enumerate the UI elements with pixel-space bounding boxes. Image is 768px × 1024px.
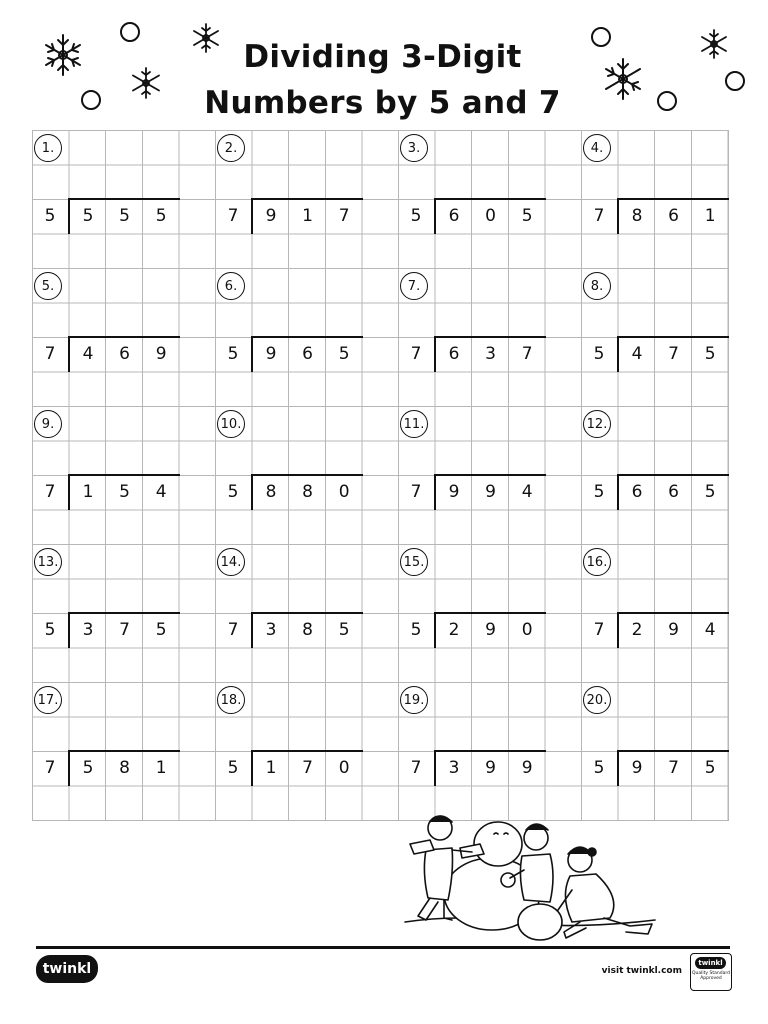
divisor: 7 bbox=[410, 344, 422, 364]
dividend-digit: 7 bbox=[119, 620, 130, 640]
problem-number: 12. bbox=[583, 410, 611, 438]
divisor: 5 bbox=[227, 344, 239, 364]
dividend-digit: 5 bbox=[704, 758, 716, 778]
site-link[interactable]: visit twinkl.com bbox=[601, 966, 682, 976]
snowflake-icon bbox=[696, 26, 732, 62]
division-problem bbox=[32, 544, 215, 682]
dividend-digit: 5 bbox=[155, 206, 167, 226]
dividend-digit: 5 bbox=[82, 206, 94, 226]
dividend-digit: 5 bbox=[82, 758, 94, 778]
problem-number: 9. bbox=[34, 410, 62, 438]
divisor: 7 bbox=[410, 482, 422, 502]
division-problem bbox=[215, 268, 398, 406]
division-problem bbox=[581, 682, 764, 820]
problem-number: 14. bbox=[217, 548, 245, 576]
divisor: 5 bbox=[410, 620, 422, 640]
dividend-digit: 4 bbox=[631, 344, 643, 364]
footer-rule bbox=[36, 946, 730, 949]
problem-number: 11. bbox=[400, 410, 428, 438]
divisor: 5 bbox=[593, 758, 605, 778]
problem-number: 13. bbox=[34, 548, 62, 576]
dividend-digit: 4 bbox=[521, 482, 533, 502]
divisor: 5 bbox=[227, 482, 239, 502]
problem-grid bbox=[32, 130, 729, 821]
problem-number: 8. bbox=[583, 272, 611, 300]
badge-logo: twinkl bbox=[695, 957, 726, 969]
dividend-digit: 1 bbox=[302, 206, 313, 226]
problem-number: 10. bbox=[217, 410, 245, 438]
problem-number: 18. bbox=[217, 686, 245, 714]
dividend-digit: 9 bbox=[485, 620, 496, 640]
dividend-digit: 8 bbox=[631, 206, 643, 226]
divisor: 7 bbox=[410, 758, 422, 778]
dividend-digit: 7 bbox=[668, 758, 679, 778]
dividend-digit: 5 bbox=[155, 620, 167, 640]
problem-number: 20. bbox=[583, 686, 611, 714]
division-problem bbox=[581, 268, 764, 406]
division-problem bbox=[581, 130, 764, 268]
divisor: 5 bbox=[44, 620, 56, 640]
dividend-digit: 1 bbox=[704, 206, 716, 226]
division-problem bbox=[398, 268, 581, 406]
dividend-digit: 9 bbox=[265, 344, 277, 364]
problem-number: 16. bbox=[583, 548, 611, 576]
dividend-digit: 4 bbox=[155, 482, 167, 502]
divisor: 5 bbox=[593, 344, 605, 364]
snowball-icon bbox=[118, 20, 142, 44]
dividend-digit: 4 bbox=[704, 620, 716, 640]
dividend-digit: 2 bbox=[448, 620, 460, 640]
dividend-digit: 6 bbox=[631, 482, 643, 502]
problem-number: 5. bbox=[34, 272, 62, 300]
divisor: 7 bbox=[227, 206, 239, 226]
division-problem bbox=[581, 544, 764, 682]
dividend-digit: 5 bbox=[119, 482, 130, 502]
problem-number: 19. bbox=[400, 686, 428, 714]
dividend-digit: 0 bbox=[338, 758, 350, 778]
dividend-digit: 7 bbox=[521, 344, 533, 364]
dividend-digit: 9 bbox=[631, 758, 643, 778]
dividend-digit: 6 bbox=[119, 344, 130, 364]
dividend-digit: 8 bbox=[119, 758, 130, 778]
division-problem bbox=[32, 682, 215, 820]
twinkl-logo[interactable]: twinkl bbox=[36, 955, 98, 983]
dividend-digit: 6 bbox=[668, 482, 679, 502]
division-problem bbox=[32, 268, 215, 406]
dividend-digit: 2 bbox=[631, 620, 643, 640]
division-problem bbox=[215, 130, 398, 268]
dividend-digit: 1 bbox=[265, 758, 277, 778]
divisor: 5 bbox=[410, 206, 422, 226]
snowflake-icon bbox=[38, 30, 88, 80]
dividend-digit: 3 bbox=[82, 620, 94, 640]
dividend-digit: 3 bbox=[448, 758, 460, 778]
dividend-digit: 0 bbox=[485, 206, 496, 226]
dividend-digit: 8 bbox=[302, 482, 313, 502]
snowflake-icon bbox=[188, 20, 224, 56]
dividend-digit: 1 bbox=[82, 482, 94, 502]
division-problem bbox=[398, 406, 581, 544]
dividend-digit: 5 bbox=[704, 482, 716, 502]
snowflake-icon bbox=[127, 64, 165, 102]
dividend-digit: 4 bbox=[82, 344, 94, 364]
division-problem bbox=[32, 406, 215, 544]
problem-number: 6. bbox=[217, 272, 245, 300]
dividend-digit: 9 bbox=[485, 758, 496, 778]
division-problem bbox=[581, 406, 764, 544]
title-line-2: Numbers by 5 and 7 bbox=[204, 85, 561, 121]
dividend-digit: 6 bbox=[302, 344, 313, 364]
division-problem bbox=[398, 682, 581, 820]
dividend-digit: 6 bbox=[448, 344, 460, 364]
problem-number: 1. bbox=[34, 134, 62, 162]
dividend-digit: 3 bbox=[485, 344, 496, 364]
badge-text: Quality Standard Approved bbox=[692, 971, 730, 981]
problem-number: 7. bbox=[400, 272, 428, 300]
divisor: 5 bbox=[44, 206, 56, 226]
problem-number: 2. bbox=[217, 134, 245, 162]
dividend-digit: 3 bbox=[265, 620, 277, 640]
snowball-icon bbox=[79, 88, 103, 112]
division-problem bbox=[398, 130, 581, 268]
dividend-digit: 5 bbox=[704, 344, 716, 364]
snowman-illustration bbox=[400, 810, 665, 945]
division-problem bbox=[215, 682, 398, 820]
dividend-digit: 9 bbox=[265, 206, 277, 226]
divisor: 5 bbox=[227, 758, 239, 778]
division-problem bbox=[215, 544, 398, 682]
dividend-digit: 9 bbox=[448, 482, 460, 502]
division-problem bbox=[398, 544, 581, 682]
dividend-digit: 7 bbox=[302, 758, 313, 778]
divisor: 7 bbox=[44, 758, 56, 778]
dividend-digit: 5 bbox=[119, 206, 130, 226]
snowball-icon bbox=[655, 89, 679, 113]
problem-number: 4. bbox=[583, 134, 611, 162]
dividend-digit: 8 bbox=[302, 620, 313, 640]
dividend-digit: 0 bbox=[521, 620, 533, 640]
dividend-digit: 6 bbox=[448, 206, 460, 226]
divisor: 7 bbox=[227, 620, 239, 640]
divisor: 5 bbox=[593, 482, 605, 502]
division-problem bbox=[32, 130, 215, 268]
dividend-digit: 5 bbox=[521, 206, 533, 226]
dividend-digit: 5 bbox=[338, 620, 350, 640]
dividend-digit: 5 bbox=[338, 344, 350, 364]
division-problem bbox=[215, 406, 398, 544]
dividend-digit: 0 bbox=[338, 482, 350, 502]
divisor: 7 bbox=[44, 482, 56, 502]
dividend-digit: 9 bbox=[485, 482, 496, 502]
snowflake-icon bbox=[598, 54, 648, 104]
dividend-digit: 9 bbox=[668, 620, 679, 640]
quality-badge bbox=[690, 953, 732, 991]
divisor: 7 bbox=[44, 344, 56, 364]
snowball-icon bbox=[723, 69, 747, 93]
problem-number: 15. bbox=[400, 548, 428, 576]
dividend-digit: 8 bbox=[265, 482, 277, 502]
dividend-digit: 7 bbox=[668, 344, 679, 364]
dividend-digit: 9 bbox=[521, 758, 533, 778]
dividend-digit: 1 bbox=[155, 758, 167, 778]
snowball-icon bbox=[589, 25, 613, 49]
dividend-digit: 7 bbox=[338, 206, 350, 226]
problem-number: 3. bbox=[400, 134, 428, 162]
divisor: 7 bbox=[593, 620, 605, 640]
dividend-digit: 9 bbox=[155, 344, 167, 364]
problem-number: 17. bbox=[34, 686, 62, 714]
dividend-digit: 6 bbox=[668, 206, 679, 226]
title-line-1: Dividing 3-Digit bbox=[243, 39, 522, 75]
divisor: 7 bbox=[593, 206, 605, 226]
